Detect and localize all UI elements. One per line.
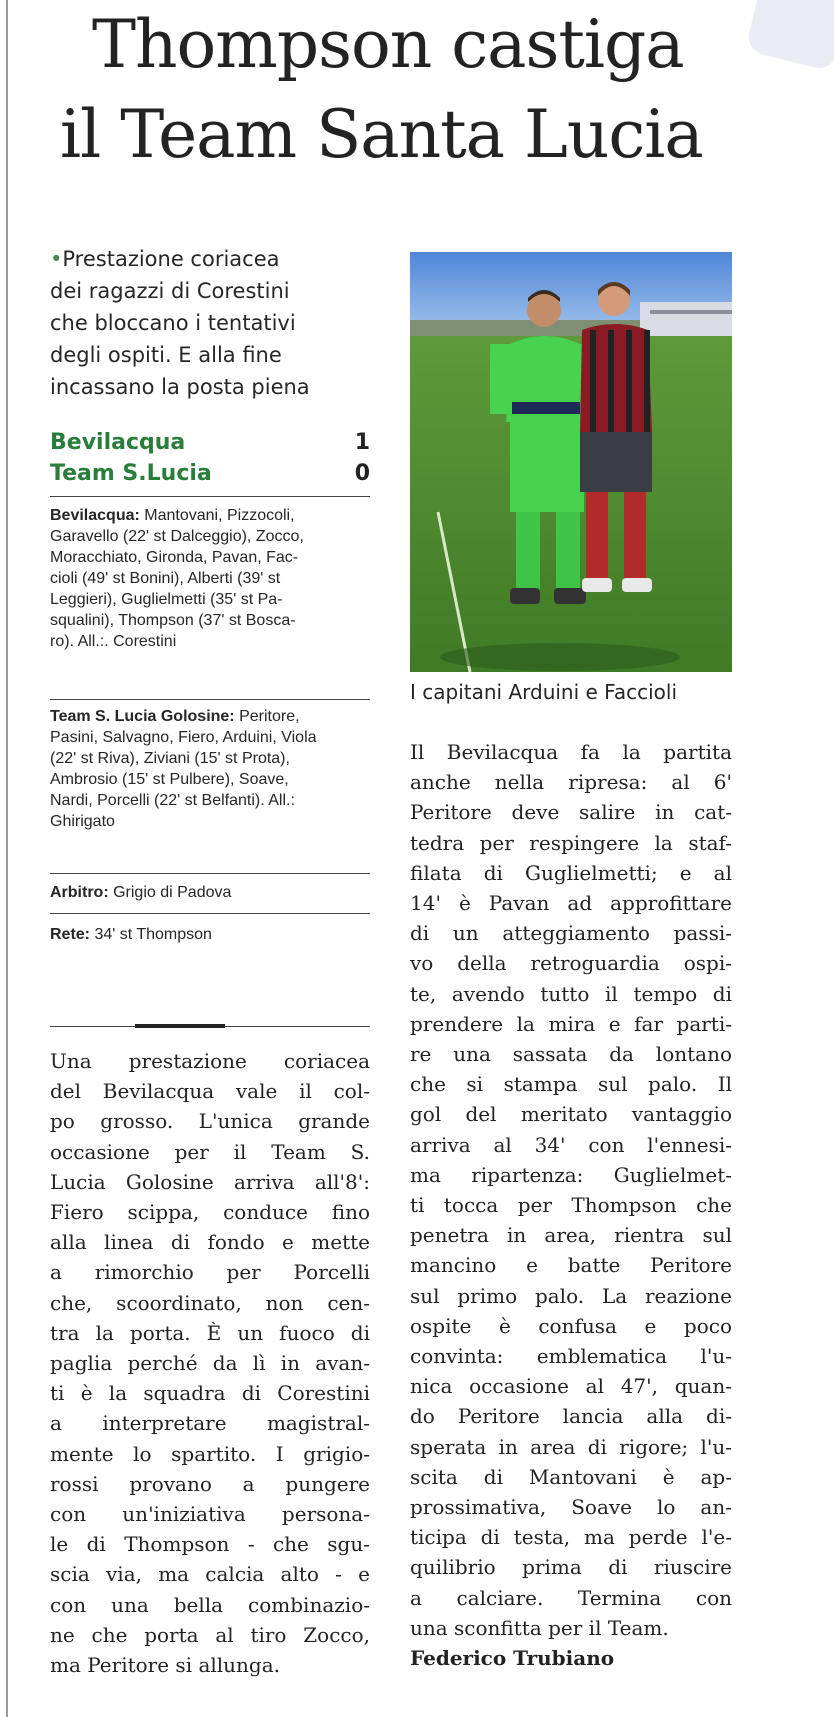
body-line: po grosso. L'unica grande xyxy=(50,1109,370,1134)
headline xyxy=(42,0,802,180)
body-line: Il Bevilacqua fa la partita xyxy=(410,740,732,764)
body-line: scia via, ma calcia alto - e xyxy=(50,1562,370,1587)
referee-value: Grigio di Padova xyxy=(108,884,232,901)
body-line: Fiero scippa, conduce fino xyxy=(50,1200,370,1225)
score-goals: 1 xyxy=(354,430,370,455)
body-line: quilibrio prima di riuscire xyxy=(410,1555,732,1580)
body-line: 14' è Pavan ad approfittare xyxy=(410,891,732,916)
body-line: gol del meritato vantaggio xyxy=(410,1102,732,1127)
headline-line-2: il Team Santa Lucia xyxy=(60,96,703,173)
body-line: le di Thompson - che sgu- xyxy=(50,1532,370,1557)
lineup-home: Bevilacqua: Mantovani, Pizzocoli, Garavello (22' st Dalceggio), Zocco, Moracchiato, Gironda, Pavan, Fac- cioli (49' st Bonini), Alberti (39' st Leggieri), Guglielmetti (35' st Pa- squalini), Thompson (37' st Bosca- ro). All.:. Corestini xyxy=(50,507,304,650)
body-line: scita di Mantovani è ap- xyxy=(410,1464,732,1489)
goal-value: 34' st Thompson xyxy=(90,926,212,943)
divider xyxy=(50,496,370,497)
lead-line: dei ragazzi di Corestini xyxy=(50,279,290,303)
lead-line: degli ospiti. E alla fine xyxy=(50,343,282,367)
article-body-column-1 xyxy=(50,1046,370,1680)
body-line: paglia perché da lì in avan- xyxy=(50,1351,370,1376)
body-line: sul primo palo. La reazione xyxy=(410,1283,732,1308)
photo-caption: I capitani Arduini e Faccioli xyxy=(410,680,678,704)
body-line: anche nella ripresa: al 6' xyxy=(410,770,732,795)
body-line: te, avendo tutto il tempo di xyxy=(410,981,732,1006)
body-line: che si stampa sul palo. Il xyxy=(410,1072,732,1097)
lineup-label: Bevilacqua: xyxy=(50,507,140,524)
author-byline: Federico Trubiano xyxy=(410,1646,615,1671)
referee xyxy=(50,882,370,903)
body-line: sperata in area di rigore; l'u- xyxy=(410,1434,732,1459)
body-line: ti è la squadra di Corestini xyxy=(50,1381,370,1406)
body-line: penetra in area, rientra sul xyxy=(410,1223,732,1248)
body-line: Peritore deve salire in cat- xyxy=(410,800,732,825)
body-line: occasione per il Team S. xyxy=(50,1139,370,1164)
body-line: alla linea di fondo e mette xyxy=(50,1230,370,1255)
body-line: ticipa di testa, ma perde l'e- xyxy=(410,1525,732,1550)
body-line: a rimorchio per Porcelli xyxy=(50,1260,370,1285)
body-line: con un'iniziativa persona- xyxy=(50,1502,370,1527)
body-line: ma Peritore si allunga. xyxy=(50,1653,281,1678)
lead-line: incassano la posta piena xyxy=(50,375,310,399)
body-line: nica occasione al 47', quan- xyxy=(410,1374,732,1399)
body-line: a interpretare magistral- xyxy=(50,1411,370,1436)
score-goals: 0 xyxy=(354,461,370,486)
divider xyxy=(50,699,370,700)
headline-line-1: Thompson castiga xyxy=(92,6,684,83)
divider xyxy=(50,913,370,914)
body-line: mente lo spartito. I grigio- xyxy=(50,1441,370,1466)
body-line: tra la porta. È un fuoco di xyxy=(50,1320,370,1345)
body-line: una sconfitta per il Team. xyxy=(410,1615,669,1640)
article-body-column-2 xyxy=(410,737,732,1673)
body-line: arriva al 34' con l'ennesi- xyxy=(410,1132,732,1157)
lead-line: che bloccano i tentativi xyxy=(50,311,296,335)
body-line: ti tocca per Thompson che xyxy=(410,1193,732,1218)
score-row-home xyxy=(50,428,370,458)
page-left-rule xyxy=(6,0,8,1717)
body-line: rossi provano a pungere xyxy=(50,1471,370,1496)
section-separator xyxy=(50,1026,370,1027)
body-line: do Peritore lancia alla di- xyxy=(410,1404,732,1429)
body-line: che, scoordinato, non cen- xyxy=(50,1290,370,1315)
body-line: re una sassata da lontano xyxy=(410,1042,732,1067)
referee-label: Arbitro: xyxy=(50,884,109,901)
goal-scorer xyxy=(50,924,370,945)
divider xyxy=(50,873,370,874)
body-line: convinta: emblematica l'u- xyxy=(410,1344,732,1369)
body-line: di un atteggiamento passi- xyxy=(410,921,732,946)
body-line: tedra per respingere la staf- xyxy=(410,830,732,855)
lead-summary xyxy=(50,243,380,403)
body-line: ne che porta al tiro Zocco, xyxy=(50,1622,370,1647)
lineup-label: Team S. Lucia Golosine: xyxy=(50,708,235,725)
body-line: prossimativa, Soave lo an- xyxy=(410,1495,732,1520)
body-line: ma ripartenza: Guglielmet- xyxy=(410,1162,732,1187)
captains-photo xyxy=(410,252,732,672)
body-line: Una prestazione coriacea xyxy=(50,1049,370,1073)
score-team: Team S.Lucia xyxy=(50,461,212,486)
body-line: vo della retroguardia ospi- xyxy=(410,951,732,976)
bullet-icon: • xyxy=(50,247,63,271)
score-team: Bevilacqua xyxy=(50,430,186,455)
goal-label: Rete: xyxy=(50,926,91,943)
lead-line: •Prestazione coriacea xyxy=(50,247,280,271)
body-line: ospite è confusa e poco xyxy=(410,1313,732,1338)
body-line: filata di Guglielmetti; e al xyxy=(410,860,732,885)
body-line: mancino e batte Peritore xyxy=(410,1253,732,1278)
body-line: Lucia Golosine arriva all'8': xyxy=(50,1169,370,1194)
body-line: a calciare. Termina con xyxy=(410,1585,732,1610)
lineup-away: Team S. Lucia Golosine: Peritore, Pasini, Salvagno, Fiero, Arduini, Viola (22' st Riva), Ziviani (15' st Prota), Ambrosio (15' st Pulbere), Soave, Nardi, Porcelli (22' st Belfanti). All.: Ghirigato xyxy=(50,708,317,830)
body-line: prendere la mira e far parti- xyxy=(410,1011,732,1036)
body-line: del Bevilacqua vale il col- xyxy=(50,1079,370,1104)
score-row-away xyxy=(50,459,370,489)
body-line: con una bella combinazio- xyxy=(50,1592,370,1617)
